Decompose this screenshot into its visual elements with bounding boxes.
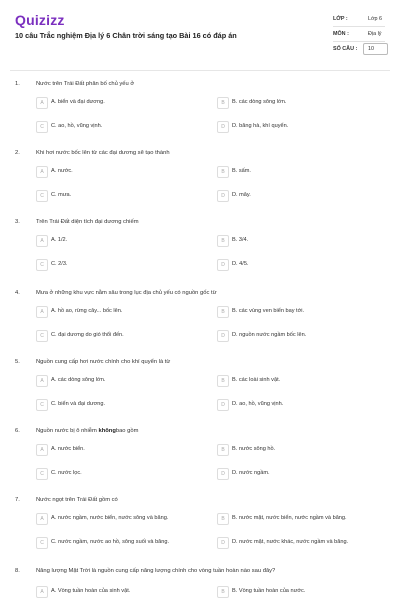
worksheet-title: 10 câu Trắc nghiệm Địa lý 6 Chân trời sáng tạo Bài 16 có đáp án (15, 31, 237, 40)
header-divider (10, 70, 390, 71)
option-letter-badge: C (36, 330, 48, 342)
question-3 (0, 219, 400, 291)
option-text: D. băng hà, khí quyển. (232, 123, 289, 129)
option-letter-badge: B (217, 97, 229, 109)
question-text (36, 428, 376, 434)
question-6 (0, 428, 400, 500)
option-text: C. ao, hồ, vũng vịnh. (51, 123, 103, 129)
option-letter-badge: A (36, 444, 48, 456)
question-text: Mưa ở những khu vực nằm sâu trong lục địa chủ yếu có nguồn gốc từ (36, 290, 217, 296)
option-text: A. Vòng tuần hoàn của sinh vật. (51, 588, 131, 594)
worksheet-header (0, 0, 400, 70)
option-letter-badge: A (36, 586, 48, 598)
option-text: B. sấm. (232, 168, 251, 174)
option-text: A. biển và đại dương. (51, 99, 105, 105)
option-text: B. nước mặt, nước biển, nước ngầm và băng. (232, 515, 347, 521)
question-text: Nguồn cung cấp hơi nước chính cho khí quyển là từ (36, 359, 171, 365)
option-text: C. đại dương do gió thổi đến. (51, 332, 124, 338)
option-text: B. các dòng sông lớn. (232, 99, 287, 105)
option-text: A. nước biển. (51, 446, 85, 452)
question-4 (0, 290, 400, 362)
option-text: D. ao, hồ, vũng vịnh. (232, 401, 284, 407)
option-text: C. nước ngầm, nước ao hồ, sông suối và băng. (51, 539, 170, 545)
option-text: C. nước lọc. (51, 470, 82, 476)
meta-divider (333, 41, 385, 42)
option-letter-badge: A (36, 166, 48, 178)
option-text: D. mây. (232, 192, 251, 198)
option-text: A. hồ ao, rừng cây... bốc lên. (51, 308, 123, 314)
option-text: A. nước. (51, 168, 73, 174)
option-text: B. các loài sinh vật. (232, 377, 281, 383)
option-letter-badge: A (36, 97, 48, 109)
quizizz-logo: Quizizz (15, 12, 65, 28)
option-letter-badge: B (217, 166, 229, 178)
question-8 (0, 568, 400, 600)
option-letter-badge: A (36, 306, 48, 318)
question-text-after: bao gồm (115, 428, 139, 434)
question-number: 1. (15, 81, 20, 87)
meta-divider (333, 26, 385, 27)
question-7 (0, 497, 400, 569)
question-1 (0, 81, 400, 153)
option-letter-badge: D (217, 190, 229, 202)
question-number: 5. (15, 359, 20, 365)
question-number: 3. (15, 219, 20, 225)
option-text: C. biển và đại dương. (51, 401, 106, 407)
option-letter-badge: A (36, 513, 48, 525)
question-text: Khi hơi nước bốc lên từ các đại dương sẽ tạo thành (36, 150, 170, 156)
option-text: B. 3/4. (232, 237, 249, 243)
option-letter-badge: D (217, 330, 229, 342)
option-letter-badge: B (217, 306, 229, 318)
meta-grade-label: LỚP : (333, 16, 348, 22)
question-text: Trên Trái Đất diện tích đại dương chiếm (36, 219, 139, 225)
option-text: D. nguồn nước ngầm bốc lên. (232, 332, 307, 338)
option-text: B. Vòng tuần hoàn của nước. (232, 588, 306, 594)
meta-subject-value: Địa lý (368, 31, 382, 37)
option-letter-badge: B (217, 586, 229, 598)
option-letter-badge: B (217, 444, 229, 456)
option-text: D. nước ngầm. (232, 470, 270, 476)
option-text: A. nước ngầm, nước biển, nước sông và băng. (51, 515, 169, 521)
question-5 (0, 359, 400, 431)
option-letter-badge: C (36, 468, 48, 480)
option-letter-badge: A (36, 235, 48, 247)
option-letter-badge: D (217, 399, 229, 411)
option-letter-badge: B (217, 513, 229, 525)
option-text: C. 2/3. (51, 261, 68, 267)
option-letter-badge: C (36, 537, 48, 549)
question-text-before: Nguồn nước bị ô nhiễm (36, 428, 99, 434)
option-text: A. các dòng sông lớn. (51, 377, 106, 383)
option-text: D. 4/5. (232, 261, 249, 267)
question-number: 8. (15, 568, 20, 574)
option-text: B. nước sông hồ. (232, 446, 276, 452)
option-letter-badge: C (36, 259, 48, 271)
question-number: 6. (15, 428, 20, 434)
question-number: 7. (15, 497, 20, 503)
question-text: Năng lượng Mặt Trời là nguồn cung cấp năng lượng chính cho vòng tuần hoàn nào sau đây? (36, 568, 276, 574)
option-letter-badge: D (217, 259, 229, 271)
question-text-emphasis: không (98, 428, 116, 434)
option-letter-badge: D (217, 121, 229, 133)
question-2 (0, 150, 400, 222)
meta-count-value: 10 (368, 46, 374, 52)
option-letter-badge: A (36, 375, 48, 387)
option-letter-badge: C (36, 121, 48, 133)
option-text: C. mưa. (51, 192, 72, 198)
option-letter-badge: B (217, 375, 229, 387)
option-letter-badge: D (217, 537, 229, 549)
question-number: 4. (15, 290, 20, 296)
option-letter-badge: C (36, 190, 48, 202)
option-letter-badge: D (217, 468, 229, 480)
question-number: 2. (15, 150, 20, 156)
question-text: Nước trên Trái Đất phân bố chủ yếu ở (36, 81, 135, 87)
option-letter-badge: B (217, 235, 229, 247)
option-text: D. nước mặt, nước khác, nước ngầm và băng. (232, 539, 349, 545)
meta-subject-label: MÔN : (333, 31, 349, 37)
option-text: A. 1/2. (51, 237, 68, 243)
meta-grade-value: Lớp 6 (368, 16, 383, 22)
meta-count-label: SỐ CÂU : (333, 46, 358, 52)
question-text: Nước ngọt trên Trái Đất gồm có (36, 497, 118, 503)
option-letter-badge: C (36, 399, 48, 411)
option-text: B. các vùng ven biển bay tới. (232, 308, 305, 314)
